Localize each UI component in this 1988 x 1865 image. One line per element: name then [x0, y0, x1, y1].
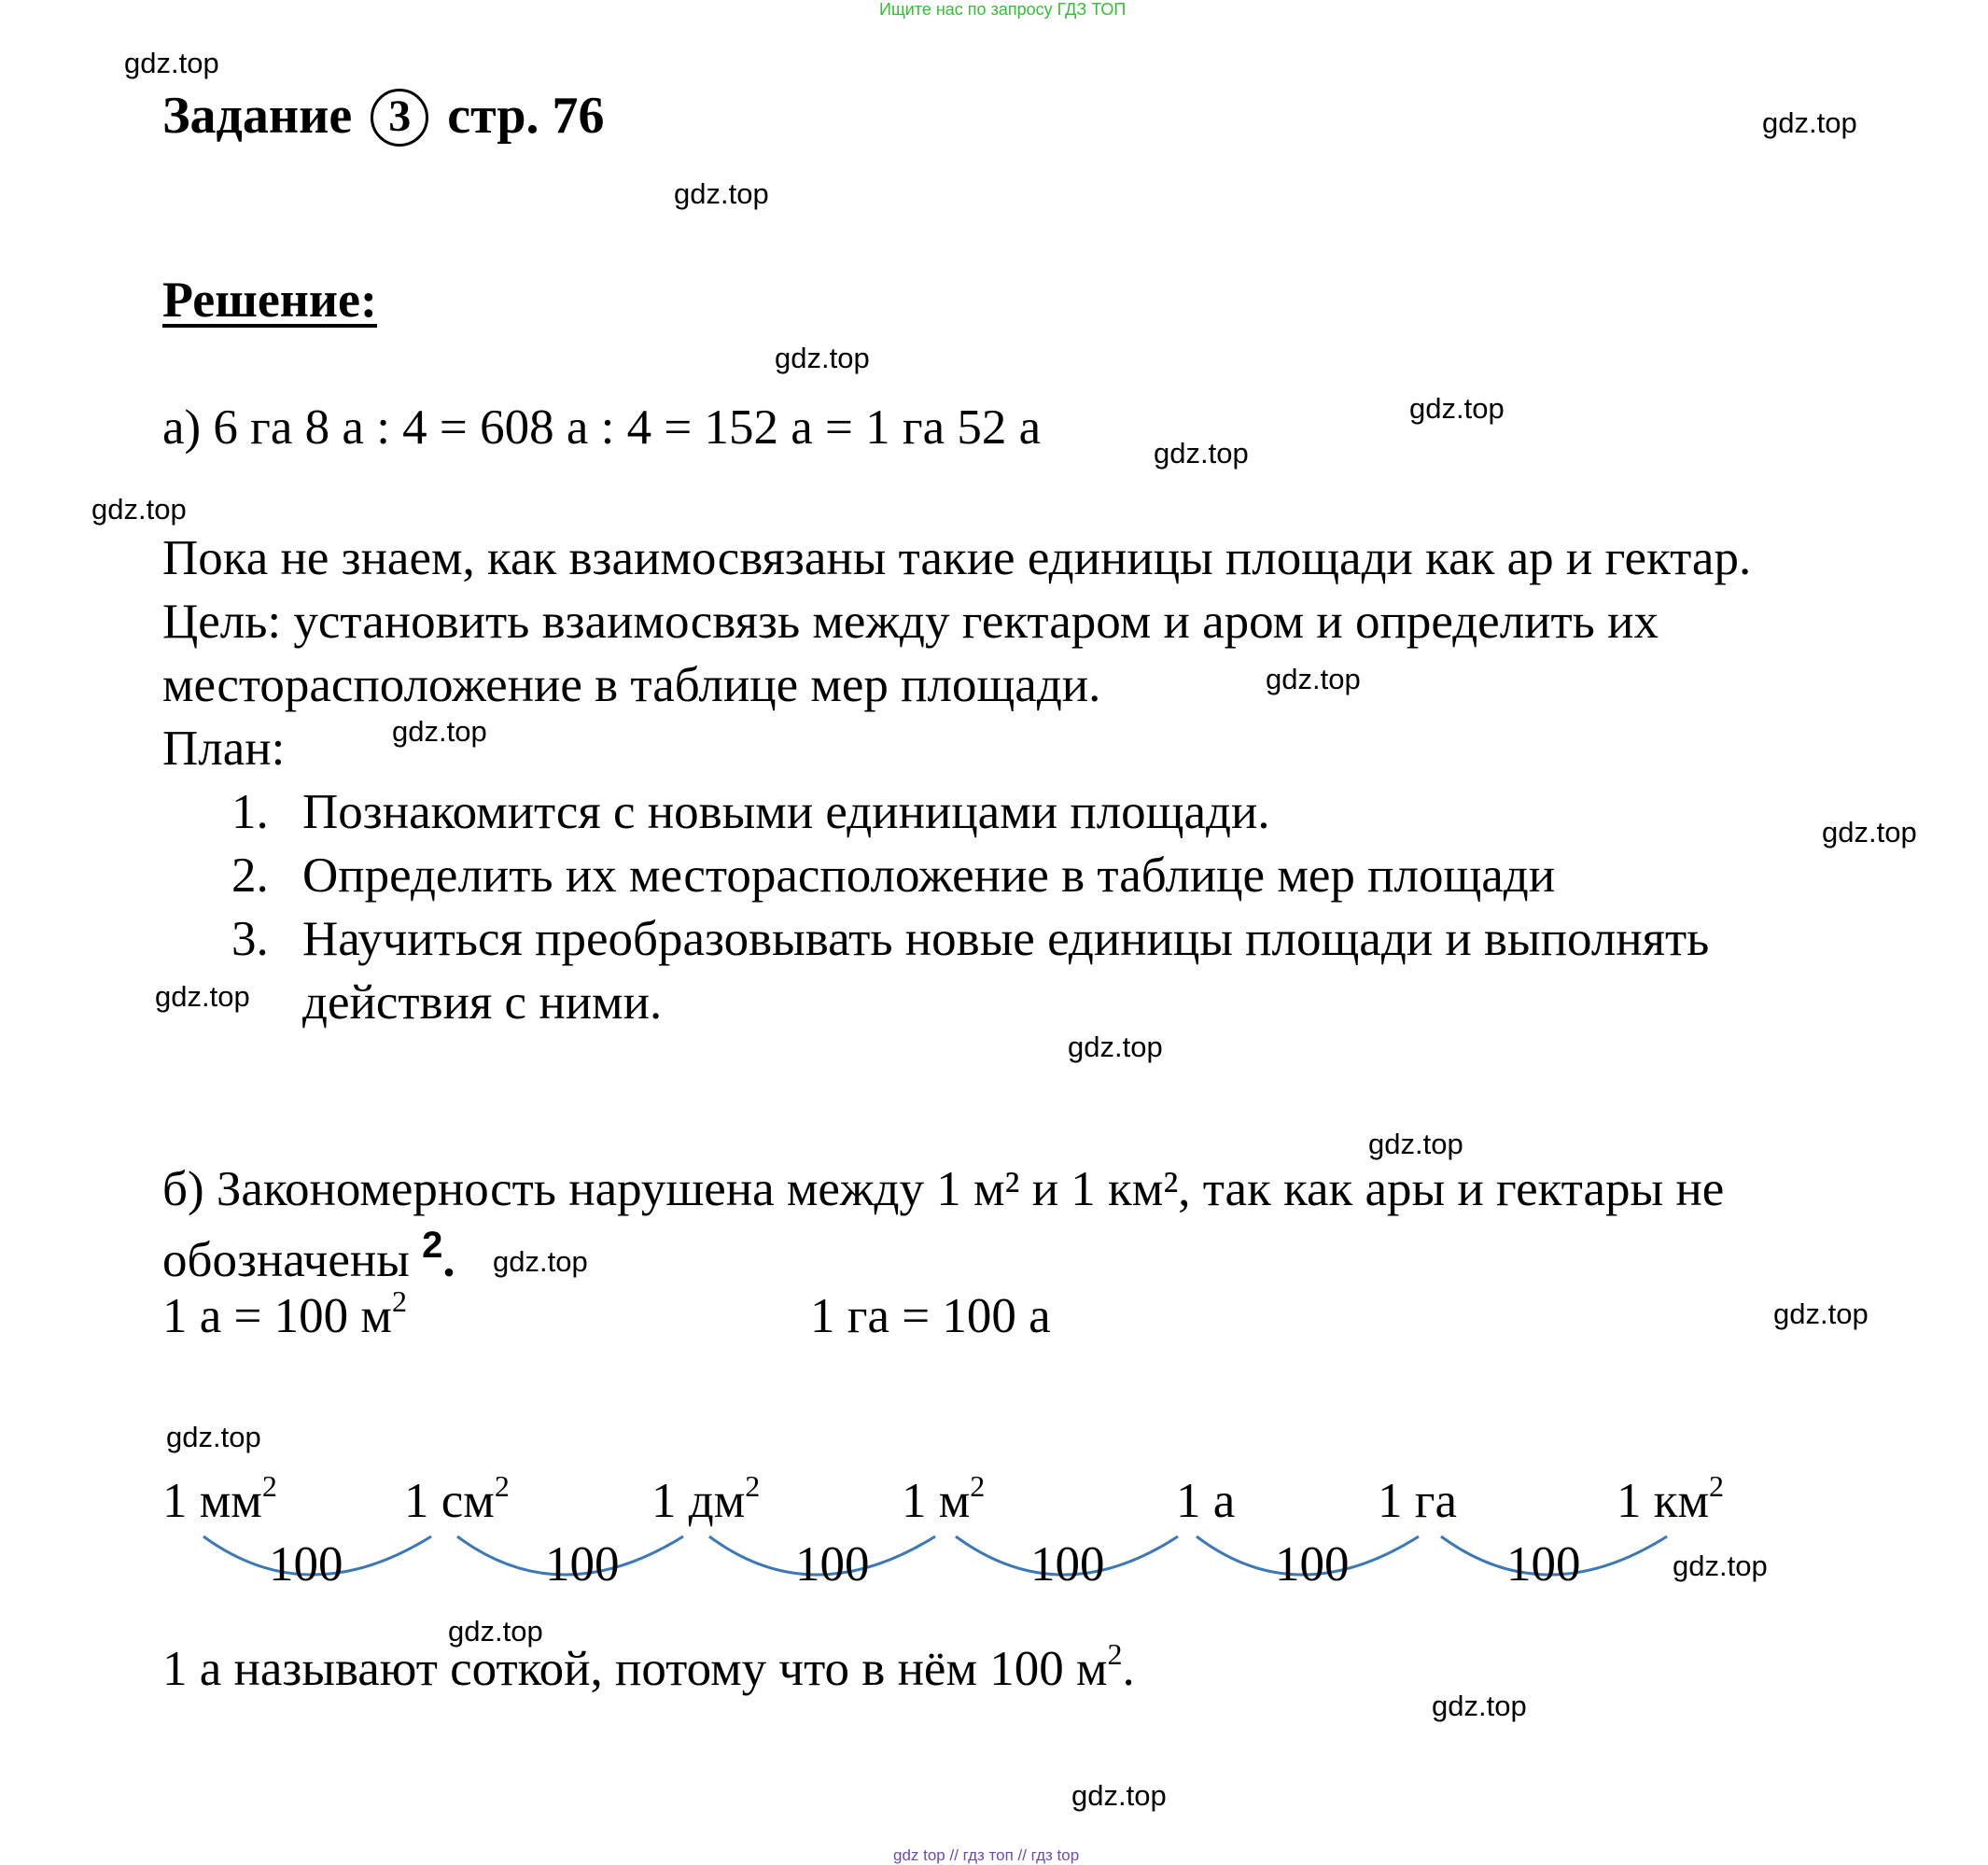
unit-are: 1 а: [1176, 1474, 1236, 1528]
plan-item-3-text: Научиться преобразовывать новые единицы площади и выполнять: [302, 912, 1710, 966]
watermark: gdz.top: [1773, 1297, 1869, 1330]
watermark: gdz.top: [1368, 1128, 1463, 1160]
plan-item-2-number: 2.: [231, 848, 269, 903]
watermark: gdz.top: [1068, 1031, 1163, 1063]
unit-dm2: 1 $дм^2$: [651, 1469, 761, 1528]
watermark: gdz.top: [1762, 106, 1857, 139]
plan-item-2-text: Определить их месторасположение в таблице мер площади: [302, 848, 1556, 903]
watermark: gdz.top: [166, 1421, 261, 1453]
title-prefix: Задание: [162, 87, 353, 145]
factor-3: 100: [795, 1537, 870, 1592]
watermark: gdz.top: [1432, 1690, 1527, 1722]
watermark: gdz.top: [1071, 1779, 1167, 1812]
top-banner: Ищите нас по запросу ГДЗ ТОП: [879, 0, 1127, 19]
watermark: gdz.top: [493, 1245, 588, 1278]
watermark: gdz.top: [1409, 392, 1505, 425]
part-b-line-2-dot: .: [442, 1233, 455, 1287]
bottom-banner: gdz top // гдз топ // гдз top: [893, 1846, 1080, 1864]
watermark: gdz.top: [448, 1615, 543, 1648]
plan-item-1-number: 1.: [231, 785, 269, 839]
part-a-equation: а) 6 га 8 а : 4 = 608 а : 4 = 152 а = 1 га 52 а: [162, 400, 1042, 455]
part-a-line-3: месторасположение в таблице мер площади.: [162, 658, 1101, 712]
watermark: gdz.top: [155, 980, 250, 1013]
watermark: gdz.top: [1154, 437, 1249, 470]
conclusion: 1 а называют соткой, потому что в нём 100 $м^2$.: [162, 1637, 1135, 1696]
factor-6: 100: [1506, 1537, 1581, 1592]
plan-item-3-number: 3.: [231, 912, 269, 966]
unit-km2: 1 $км^2$: [1617, 1469, 1725, 1528]
are-equation-text: 1 а = 100 м: [162, 1289, 392, 1343]
factor-4: 100: [1030, 1537, 1105, 1592]
plan-label: План:: [162, 722, 286, 776]
factor-5: 100: [1275, 1537, 1350, 1592]
watermark: gdz.top: [1673, 1549, 1768, 1582]
part-b-line-1: б) Закономерность нарушена между 1 м² и 1 км², так как ары и гектары не: [162, 1162, 1725, 1216]
title-suffix: стр. 76: [447, 87, 605, 145]
plan-item-3-continuation: действия с ними.: [302, 975, 663, 1030]
part-a-line-2: Цель: установить взаимосвязь между гектаром и аром и определить их: [162, 595, 1659, 649]
unit-m2: 1 $м^2$: [902, 1469, 986, 1528]
watermark: gdz.top: [124, 47, 219, 79]
watermark: gdz.top: [1266, 663, 1361, 695]
watermark: gdz.top: [674, 177, 769, 210]
unit-hectare: 1 га: [1378, 1474, 1458, 1528]
part-b-line-2-text: обозначены: [162, 1233, 410, 1287]
factor-1: 100: [269, 1537, 343, 1592]
solution-heading: Решение:: [162, 272, 377, 328]
are-equation-sup: 2: [391, 1284, 407, 1318]
unit-cm2: 1 $см^2$: [404, 1469, 510, 1528]
part-b-line-2-superscript: 2: [422, 1225, 443, 1266]
factor-2: 100: [545, 1537, 620, 1592]
watermark: gdz.top: [775, 342, 870, 374]
watermark: gdz.top: [91, 493, 187, 526]
hectare-equation: 1 га = 100 а: [810, 1289, 1051, 1343]
watermark: gdz.top: [392, 715, 487, 748]
watermark: gdz.top: [1822, 816, 1917, 848]
plan-item-1-text: Познакомится с новыми единицами площади.: [302, 785, 1270, 839]
unit-mm2: 1 $мм^2$: [162, 1469, 277, 1528]
part-a-line-1: Пока не знаем, как взаимосвязаны такие единицы площади как ар и гектар.: [162, 531, 1752, 585]
task-number-circle: 3: [371, 89, 428, 147]
